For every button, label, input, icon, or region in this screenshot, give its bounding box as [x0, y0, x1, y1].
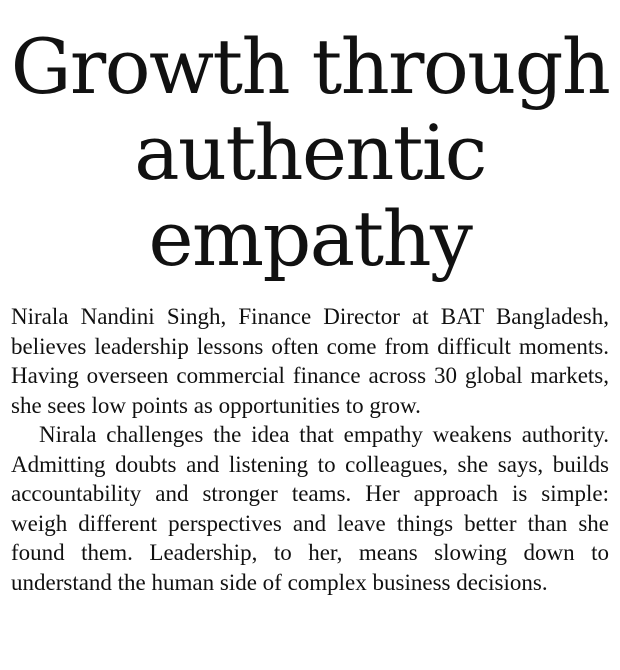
article-body — [11, 302, 609, 597]
paragraph-1: Nirala Nandini Singh, Finance Director at BAT Bangladesh, believes leadership lessons often come from difficult moments. Having overseen commercial finance across 30 global markets, she sees low points as opportunities to grow. — [11, 304, 609, 418]
paragraph-2: Nirala challenges the idea that empathy weakens authority. Admitting doubts and listening to colleagues, she says, builds accountability and stronger teams. Her approach is simple: weigh different perspectives and leave things better than she found them. Leadership, to her, means slowing down to understand the human side of complex business decisions. — [11, 422, 609, 595]
headline — [0, 24, 620, 282]
headline-line-2: authentic — [134, 108, 486, 197]
headline-line-3: empathy — [148, 194, 472, 283]
headline-line-1: Growth through — [10, 22, 610, 111]
